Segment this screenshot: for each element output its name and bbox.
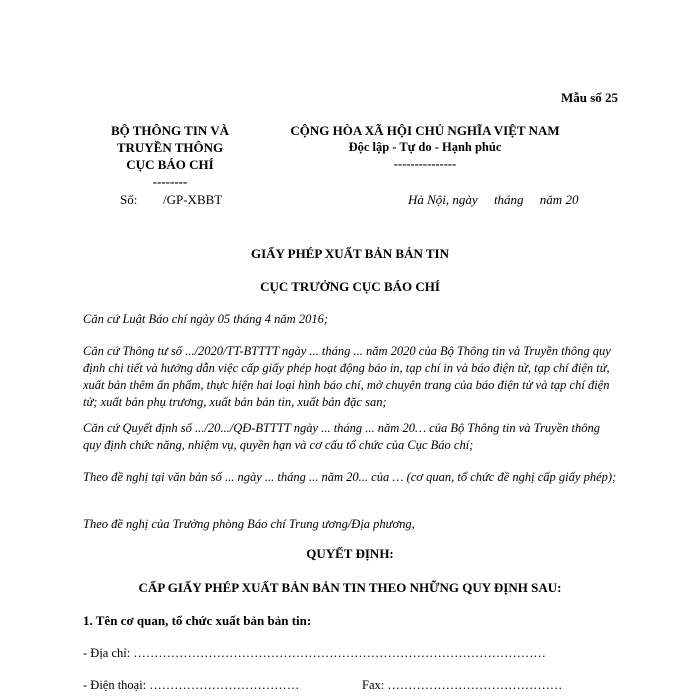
phone-field: - Điện thoại: ……………………………… <box>83 678 300 692</box>
national-motto: Độc lập - Tự do - Hạnh phúc <box>348 140 502 154</box>
address-field: - Địa chỉ: ……………………………………………………………………………………… <box>83 646 546 660</box>
basis-paragraph-5: Theo đề nghị của Trưởng phòng Báo chí Trung ương/Địa phương, <box>83 517 415 531</box>
ministry-line-2: TRUYỀN THÔNG <box>116 140 224 155</box>
section-1-heading: 1. Tên cơ quan, tổ chức xuất bản bản tin: <box>83 613 312 628</box>
agency-rule: -------- <box>152 174 188 189</box>
form-number: Mẫu số 25 <box>560 90 618 105</box>
grant-heading: CẤP GIẤY PHÉP XUẤT BẢN BẢN TIN THEO NHỮNG QUY ĐỊNH SAU: <box>138 580 562 595</box>
basis-paragraph-3: Căn cứ Quyết định số .../20.../QĐ-BTTTT ngày ... tháng ... năm 20… của Bộ Thông tin và Truyền thông quy định chức năng, nhiệm vụ, quyền hạn và cơ cấu tổ chức của Cục Báo chí; <box>83 421 601 452</box>
basis-paragraph-1: Căn cứ Luật Báo chí ngày 05 tháng 4 năm 2016; <box>83 312 328 326</box>
national-header <box>270 122 580 173</box>
basis-paragraph-4: Theo đề nghị tại văn bản số ... ngày ... tháng ... năm 20... của … (cơ quan, tổ chức đề nghị cấp giấy phép); <box>83 470 617 484</box>
number-code: /GP-XBBT <box>163 192 223 207</box>
ministry-line-1: BỘ THÔNG TIN VÀ <box>110 123 230 138</box>
issuer-title: CỤC TRƯỞNG CỤC BÁO CHÍ <box>260 279 440 294</box>
national-rule: --------------- <box>393 157 457 171</box>
fax-field: Fax: …………………………………… <box>362 678 563 692</box>
number-label: Số: <box>120 192 138 207</box>
basis-paragraph-2: Căn cứ Thông tư số .../2020/TT-BTTTT ngày ... tháng ... năm 2020 của Bộ Thông tin và Truyền thông quy định chi tiết và hướng dẫn việc cấp giấy phép hoạt động báo in, tạp chí in và báo điện tử, tạp chí điện tử, xuất bản thêm ấn phẩm, thực hiện hai loại hình báo chí, mở chuyên trang của báo điện tử và tạp chí điện tử; xuất bản phụ trương, xuất bản bản tin, xuất bản đặc san; <box>83 344 611 409</box>
document-title: GIẤY PHÉP XUẤT BẢN BẢN TIN <box>250 246 450 261</box>
agency-header <box>100 122 240 190</box>
agency-name: CỤC BÁO CHÍ <box>126 157 214 172</box>
place-date: Hà Nội, ngày tháng năm 20 <box>408 192 579 207</box>
national-name: CỘNG HÒA XÃ HỘI CHỦ NGHĨA VIỆT NAM <box>290 123 560 138</box>
decision-heading: QUYẾT ĐỊNH: <box>306 546 394 561</box>
